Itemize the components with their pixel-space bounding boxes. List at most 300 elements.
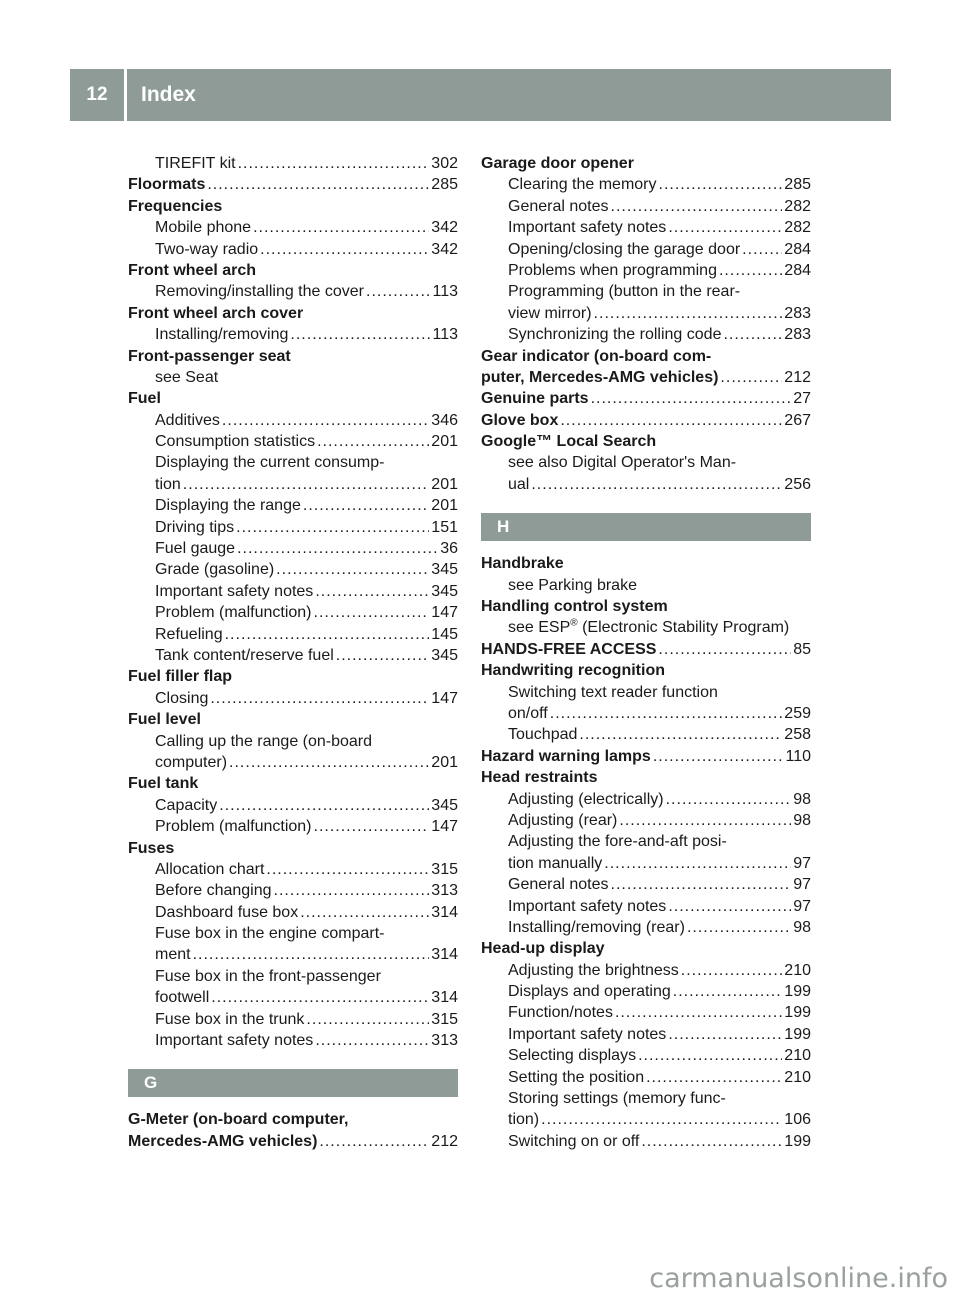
- entry-label: Installing/removing (rear): [508, 918, 685, 936]
- entry-label: Selecting displays: [508, 1047, 637, 1065]
- entry-label: Additives: [155, 411, 220, 429]
- index-entry: [128, 666, 458, 687]
- entry-label: Two-way radio: [155, 240, 259, 258]
- index-entry: [481, 596, 811, 617]
- page-reference[interactable]: 314: [431, 903, 458, 921]
- page-reference[interactable]: 201: [431, 433, 458, 451]
- index-entry: [128, 709, 458, 730]
- index-subentry[interactable]: [128, 987, 458, 1008]
- entry-label: Dashboard fuse box: [155, 903, 299, 921]
- index-entry[interactable]: [481, 639, 811, 660]
- entry-label: Glove box: [481, 411, 559, 429]
- leader-dots: [740, 239, 782, 260]
- leader-dots: [636, 1045, 782, 1066]
- index-subentry[interactable]: [128, 410, 458, 431]
- entry-label: ual: [508, 475, 530, 493]
- leader-dots: [223, 624, 430, 645]
- entry-label: Touchpad: [508, 726, 578, 744]
- page-reference[interactable]: 85: [793, 640, 811, 658]
- index-entry[interactable]: [128, 174, 458, 195]
- index-subentry: [481, 831, 811, 852]
- page-reference[interactable]: 342: [431, 240, 458, 258]
- entry-label: Switching on or off: [508, 1132, 640, 1150]
- entry-label: Closing: [155, 689, 209, 707]
- leader-dots: [666, 896, 791, 917]
- leader-dots: [577, 724, 782, 745]
- page-reference[interactable]: 201: [431, 753, 458, 771]
- index-subentry[interactable]: [481, 196, 811, 217]
- page-reference[interactable]: 210: [784, 1068, 811, 1086]
- page-reference[interactable]: 259: [784, 704, 811, 722]
- page-reference[interactable]: 106: [784, 1111, 811, 1129]
- entry-label: Problem (malfunction): [155, 818, 312, 836]
- index-subentry[interactable]: [481, 324, 811, 345]
- index-subentry[interactable]: [128, 431, 458, 452]
- index-entry: [481, 767, 811, 788]
- page-reference[interactable]: 315: [431, 1010, 458, 1028]
- entry-label: Genuine parts: [481, 390, 589, 408]
- index-subentry[interactable]: [128, 645, 458, 666]
- index-subentry[interactable]: [481, 810, 811, 831]
- index-subentry[interactable]: [128, 239, 458, 260]
- page-reference[interactable]: 345: [431, 646, 458, 664]
- entry-label: Adjusting (rear): [508, 811, 618, 829]
- index-column-right: [481, 153, 811, 1152]
- index-subentry: [481, 452, 811, 473]
- entry-label: Capacity: [155, 796, 218, 814]
- index-subentry[interactable]: [128, 1030, 458, 1051]
- entry-label: Hazard warning lamps: [481, 747, 651, 765]
- leader-dots: [317, 1131, 429, 1152]
- entry-label: Adjusting the fore-and-aft posi-: [508, 833, 727, 851]
- entry-label: Floormats: [128, 176, 206, 194]
- entry-label: General notes: [508, 197, 609, 215]
- entry-label: Fuse box in the front-passenger: [155, 967, 381, 985]
- index-entry[interactable]: [128, 1131, 458, 1152]
- leader-dots: [208, 688, 429, 709]
- page-reference[interactable]: 282: [784, 219, 811, 237]
- leader-dots: [666, 217, 782, 238]
- entry-label: tion): [508, 1111, 540, 1129]
- index-subentry: [481, 682, 811, 703]
- leader-dots: [205, 174, 429, 195]
- leader-dots: [364, 281, 430, 302]
- index-subentry[interactable]: [481, 1002, 811, 1023]
- entry-label: Problems when programming: [508, 261, 717, 279]
- page-reference[interactable]: 98: [793, 790, 811, 808]
- index-entry: [481, 938, 811, 959]
- index-entry: [481, 153, 811, 174]
- index-entry: [481, 346, 811, 367]
- index-subentry[interactable]: [481, 724, 811, 745]
- page-reference[interactable]: 283: [784, 304, 811, 322]
- leader-dots: [258, 239, 429, 260]
- leader-dots: [191, 944, 430, 965]
- entry-label: Frequencies: [128, 197, 223, 215]
- index-subentry[interactable]: [481, 260, 811, 281]
- index-entry: [128, 773, 458, 794]
- index-subentry[interactable]: [128, 1009, 458, 1030]
- entry-label: Displaying the range: [155, 497, 301, 515]
- leader-dots: [220, 410, 429, 431]
- index-subentry: [481, 281, 811, 302]
- entry-label: Important safety notes: [155, 582, 314, 600]
- page-reference[interactable]: 147: [431, 818, 458, 836]
- page-reference[interactable]: 97: [793, 854, 811, 872]
- leader-dots: [313, 581, 429, 602]
- index-subentry[interactable]: [128, 474, 458, 495]
- page-reference[interactable]: 113: [432, 283, 458, 301]
- index-subentry[interactable]: [481, 896, 811, 917]
- entry-label: Important safety notes: [508, 897, 667, 915]
- index-subentry: [128, 731, 458, 752]
- page-reference[interactable]: 345: [431, 561, 458, 579]
- page-reference[interactable]: 147: [431, 689, 458, 707]
- entry-label: Installing/removing: [155, 326, 289, 344]
- index-subentry[interactable]: [128, 816, 458, 837]
- leader-dots: [288, 324, 430, 345]
- entry-label: Fuel tank: [128, 775, 199, 793]
- index-entry[interactable]: [481, 410, 811, 431]
- leader-dots: [664, 789, 792, 810]
- leader-dots: [617, 810, 791, 831]
- index-subentry[interactable]: [481, 789, 811, 810]
- index-subentry[interactable]: [128, 217, 458, 238]
- entry-label: Programming (button in the rear-: [508, 283, 741, 301]
- entry-label: Handwriting recognition: [481, 662, 665, 680]
- entry-label: Setting the position: [508, 1068, 645, 1086]
- entry-label: see Parking brake: [508, 576, 637, 594]
- entry-label: Opening/closing the garage door: [508, 240, 741, 258]
- leader-dots: [539, 1109, 782, 1130]
- index-column-left: [128, 153, 458, 1152]
- page-reference[interactable]: 346: [431, 411, 458, 429]
- index-entry: [128, 196, 458, 217]
- leader-dots: [639, 1131, 782, 1152]
- index-subentry[interactable]: [128, 559, 458, 580]
- entry-label: footwell: [155, 989, 210, 1007]
- page-reference[interactable]: 98: [793, 918, 811, 936]
- index-entry: [128, 346, 458, 367]
- index-subentry: [128, 367, 458, 388]
- page-reference[interactable]: 345: [431, 582, 458, 600]
- entry-label: Head restraints: [481, 769, 598, 787]
- index-subentry[interactable]: [481, 1109, 811, 1130]
- entry-label: ment: [155, 946, 191, 964]
- watermark: carmanualsonline.info: [649, 1263, 948, 1294]
- entry-label: Important safety notes: [508, 1025, 667, 1043]
- page-reference[interactable]: 313: [431, 882, 458, 900]
- entry-label: Synchronizing the rolling code: [508, 326, 722, 344]
- entry-label: Handling control system: [481, 598, 668, 616]
- leader-dots: [717, 260, 782, 281]
- index-subentry[interactable]: [481, 303, 811, 324]
- index-entry: [128, 303, 458, 324]
- entry-label: Clearing the memory: [508, 176, 657, 194]
- entry-label: tion manually: [508, 854, 603, 872]
- page-number: 12: [86, 84, 108, 105]
- entry-label: Storing settings (memory func-: [508, 1090, 726, 1108]
- section-letter-g: G: [128, 1069, 458, 1097]
- leader-dots: [529, 474, 782, 495]
- entry-label: see Seat: [155, 368, 219, 386]
- index-entry: [481, 431, 811, 452]
- page-reference[interactable]: 313: [431, 1032, 458, 1050]
- index-entry[interactable]: [481, 388, 811, 409]
- entry-label: TIREFIT kit: [155, 155, 236, 172]
- entry-label: Before changing: [155, 882, 272, 900]
- page-reference[interactable]: 267: [784, 411, 811, 429]
- index-subentry[interactable]: [128, 944, 458, 965]
- leader-dots: [313, 1030, 429, 1051]
- index-subentry[interactable]: [481, 174, 811, 195]
- leader-dots: [298, 902, 429, 923]
- index-entry[interactable]: [481, 746, 811, 767]
- leader-dots: [592, 303, 783, 324]
- page-reference[interactable]: 210: [784, 961, 811, 979]
- leader-dots: [613, 1002, 782, 1023]
- index-subentry[interactable]: [128, 902, 458, 923]
- entry-label: Fuel: [128, 390, 161, 408]
- page-reference[interactable]: 98: [793, 811, 811, 829]
- page-reference[interactable]: 285: [784, 176, 811, 194]
- index-subentry[interactable]: [128, 624, 458, 645]
- entry-label: Tank content/reserve fuel: [155, 646, 334, 664]
- page-reference[interactable]: 151: [431, 518, 458, 536]
- entry-label: on/off: [508, 704, 548, 722]
- page-reference[interactable]: 258: [784, 726, 811, 744]
- page-reference[interactable]: 285: [431, 176, 458, 194]
- entry-label: Important safety notes: [155, 1032, 314, 1050]
- index-subentry[interactable]: [128, 538, 458, 559]
- entry-label: Front wheel arch: [128, 261, 257, 279]
- page-reference[interactable]: 212: [784, 368, 811, 386]
- entry-label: Front-passenger seat: [128, 347, 291, 365]
- leader-dots: [312, 602, 430, 623]
- entry-label: Driving tips: [155, 518, 235, 536]
- page-reference[interactable]: 314: [431, 989, 458, 1007]
- entry-label: Switching text reader function: [508, 683, 718, 701]
- leader-dots: [272, 880, 430, 901]
- index-subentry[interactable]: [128, 859, 458, 880]
- page-reference[interactable]: 199: [784, 1025, 811, 1043]
- page-reference[interactable]: 314: [431, 946, 458, 964]
- leader-dots: [334, 645, 430, 666]
- entry-label: Adjusting the brightness: [508, 961, 679, 979]
- leader-dots: [227, 752, 429, 773]
- page-reference[interactable]: 201: [431, 475, 458, 493]
- page-reference[interactable]: 210: [784, 1047, 811, 1065]
- entry-label: Head-up display: [481, 940, 605, 958]
- entry-label: Problem (malfunction): [155, 604, 312, 622]
- leader-dots: [609, 196, 783, 217]
- page-reference[interactable]: 113: [432, 326, 458, 344]
- page-reference[interactable]: 110: [785, 747, 811, 765]
- leader-dots: [656, 639, 791, 660]
- entry-label: Google™ Local Search: [481, 433, 657, 451]
- leader-dots: [671, 981, 783, 1002]
- index-subentry[interactable]: [481, 1024, 811, 1045]
- leader-dots: [589, 388, 792, 409]
- index-subentry: [128, 452, 458, 473]
- page-reference[interactable]: 97: [793, 876, 811, 894]
- entry-label: Displaying the current consump-: [155, 454, 385, 472]
- index-entry: [128, 260, 458, 281]
- index-subentry[interactable]: [128, 752, 458, 773]
- index-subentry[interactable]: [128, 602, 458, 623]
- entry-label: Removing/installing the cover: [155, 283, 364, 301]
- leader-dots: [209, 987, 429, 1008]
- index-subentry[interactable]: [481, 981, 811, 1002]
- entry-label: Grade (gasoline): [155, 561, 275, 579]
- page-reference[interactable]: 283: [784, 326, 811, 344]
- page-reference[interactable]: 97: [793, 897, 811, 915]
- index-subentry: [481, 1088, 811, 1109]
- leader-dots: [718, 367, 782, 388]
- page-reference[interactable]: 315: [431, 860, 458, 878]
- index-subentry[interactable]: [481, 217, 811, 238]
- header-divider: [124, 69, 127, 121]
- index-entry: [128, 1109, 458, 1130]
- index-subentry[interactable]: [128, 324, 458, 345]
- entry-label: G-Meter (on-board computer,: [128, 1111, 349, 1129]
- leader-dots: [602, 853, 791, 874]
- page-reference[interactable]: 201: [431, 497, 458, 515]
- index-subentry[interactable]: [481, 239, 811, 260]
- entry-label: Consumption statistics: [155, 433, 316, 451]
- leader-dots: [217, 795, 429, 816]
- entry-label: Mercedes-AMG vehicles): [128, 1132, 318, 1150]
- page-title: Index: [141, 83, 196, 106]
- index-subentry[interactable]: [128, 281, 458, 302]
- entry-label: view mirror): [508, 304, 592, 322]
- entry-label: Fuse box in the engine compart-: [155, 925, 385, 943]
- page-reference[interactable]: 147: [431, 604, 458, 622]
- page-reference[interactable]: 199: [784, 983, 811, 1001]
- index-entry: [481, 553, 811, 574]
- index-subentry[interactable]: [481, 1045, 811, 1066]
- entry-label: Front wheel arch cover: [128, 304, 304, 322]
- index-subentry[interactable]: [481, 917, 811, 938]
- index-subentry[interactable]: [481, 853, 811, 874]
- index-subentry[interactable]: [128, 795, 458, 816]
- index-subentry: [481, 575, 811, 596]
- entry-label: Garage door opener: [481, 155, 634, 172]
- entry-label: see also Digital Operator's Man-: [508, 454, 737, 472]
- entry-label: Fuel level: [128, 711, 201, 729]
- entry-label: HANDS-FREE ACCESS: [481, 640, 657, 658]
- leader-dots: [685, 917, 791, 938]
- entry-label: Adjusting (electrically): [508, 790, 664, 808]
- entry-label: Fuel gauge: [155, 540, 236, 558]
- leader-dots: [609, 874, 792, 895]
- entry-label: see ESP® (Electronic Stability Program): [508, 618, 790, 637]
- entry-label: Allocation chart: [155, 860, 265, 878]
- entry-label: Fuse box in the trunk: [155, 1010, 305, 1028]
- leader-dots: [651, 746, 784, 767]
- page-reference[interactable]: 345: [431, 796, 458, 814]
- leader-dots: [274, 559, 429, 580]
- entry-label: Gear indicator (on-board com-: [481, 347, 712, 365]
- entry-label: tion: [155, 475, 181, 493]
- leader-dots: [264, 859, 429, 880]
- section-letter-h: H: [481, 513, 811, 541]
- entry-label: Important safety notes: [508, 219, 667, 237]
- leader-dots: [234, 517, 429, 538]
- leader-dots: [304, 1009, 429, 1030]
- index-subentry[interactable]: [128, 581, 458, 602]
- page-reference[interactable]: 302: [431, 155, 458, 172]
- entry-label: Refueling: [155, 625, 223, 643]
- leader-dots: [666, 1024, 782, 1045]
- index-entry: [128, 388, 458, 409]
- page-reference[interactable]: 256: [784, 475, 811, 493]
- entry-label: Displays and operating: [508, 983, 671, 1001]
- index-subentry[interactable]: [481, 474, 811, 495]
- page-reference[interactable]: 36: [440, 540, 458, 558]
- index-subentry[interactable]: [128, 495, 458, 516]
- leader-dots: [251, 217, 429, 238]
- leader-dots: [657, 174, 783, 195]
- entry-label: Calling up the range (on-board: [155, 732, 373, 750]
- entry-label: Fuel filler flap: [128, 668, 233, 686]
- index-subentry[interactable]: [128, 517, 458, 538]
- index-subentry: [481, 617, 811, 638]
- leader-dots: [301, 495, 429, 516]
- index-subentry[interactable]: [128, 880, 458, 901]
- index-entry: [481, 660, 811, 681]
- index-entry: [128, 838, 458, 859]
- page-reference[interactable]: 284: [784, 240, 811, 258]
- leader-dots: [644, 1067, 782, 1088]
- page-reference[interactable]: 212: [431, 1132, 458, 1150]
- entry-label: Function/notes: [508, 1004, 613, 1022]
- entry-label: Handbrake: [481, 555, 564, 573]
- index-subentry: [128, 966, 458, 987]
- page-reference[interactable]: 284: [784, 261, 811, 279]
- leader-dots: [235, 538, 438, 559]
- index-entry[interactable]: [481, 367, 811, 388]
- entry-label: puter, Mercedes-AMG vehicles): [481, 368, 719, 386]
- page-reference[interactable]: 199: [784, 1004, 811, 1022]
- leader-dots: [315, 431, 429, 452]
- leader-dots: [548, 703, 783, 724]
- entry-label: General notes: [508, 876, 609, 894]
- leader-dots: [312, 816, 430, 837]
- page-reference[interactable]: 342: [431, 219, 458, 237]
- leader-dots: [721, 324, 782, 345]
- leader-dots: [558, 410, 782, 431]
- index-subentry[interactable]: [128, 688, 458, 709]
- page-reference[interactable]: 199: [784, 1132, 811, 1150]
- leader-dots: [679, 960, 783, 981]
- index-subentry[interactable]: [481, 874, 811, 895]
- entry-label: computer): [155, 753, 228, 771]
- entry-label: Fuses: [128, 839, 175, 857]
- index-subentry[interactable]: [481, 960, 811, 981]
- index-subentry[interactable]: [481, 1067, 811, 1088]
- page-reference[interactable]: 27: [793, 390, 811, 408]
- entry-label: Mobile phone: [155, 219, 252, 237]
- index-subentry[interactable]: [481, 703, 811, 724]
- page-reference[interactable]: 282: [784, 197, 811, 215]
- index-subentry[interactable]: [481, 1131, 811, 1152]
- leader-dots: [236, 153, 430, 174]
- index-subentry[interactable]: [128, 153, 458, 174]
- page-reference[interactable]: 145: [431, 625, 458, 643]
- index-subentry: [128, 923, 458, 944]
- leader-dots: [181, 474, 430, 495]
